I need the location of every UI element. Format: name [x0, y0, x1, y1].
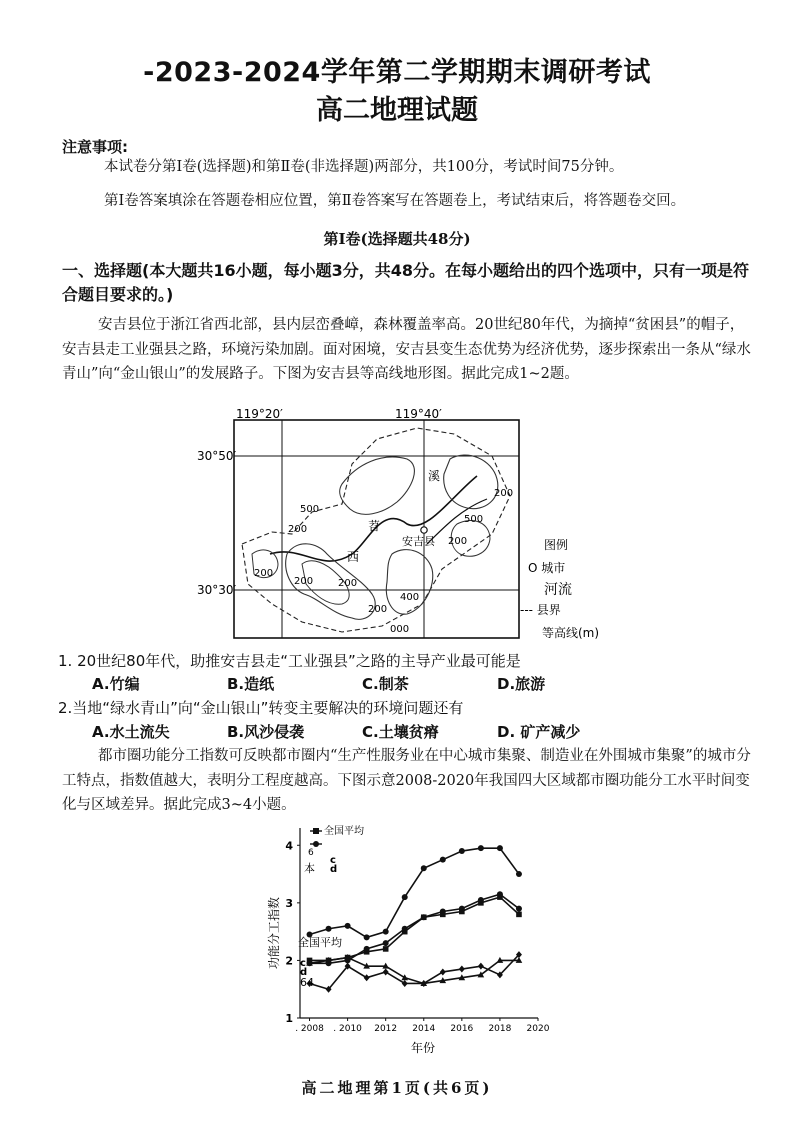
contour-label: 200: [494, 488, 514, 499]
series-label: 64: [300, 976, 314, 989]
data-point: [478, 845, 484, 851]
contour-line: [386, 550, 432, 615]
x-tick-label: 2016: [450, 1024, 474, 1034]
data-point: [364, 974, 370, 981]
legend-label: c: [330, 855, 336, 866]
place-label: 溪: [428, 469, 441, 483]
data-point: [440, 857, 446, 863]
legend-title: 图例: [544, 538, 569, 552]
line-chart: [258, 818, 558, 1058]
data-point: [345, 923, 351, 929]
data-point: [364, 934, 370, 940]
question-2-options: [92, 721, 580, 742]
data-point: [421, 865, 427, 871]
contour-label: 000: [390, 624, 410, 635]
data-point: [459, 848, 465, 854]
data-point: [516, 912, 522, 918]
passage-1: 安吉县位于浙江省西北部，县内层峦叠嶂，森林覆盖率高。20世纪80年代，为摘掉“贫困县”的帽子，安吉县走工业强县之路，环境污染加剧。面对困境，安吉县变生态优势为经济优势，逐步探索出一条从“绿水青山”向“金山银山”的发展路子。下图为安吉县等高线地形图。据此完成1~2题。: [62, 317, 751, 382]
contour-label: 500: [464, 514, 484, 525]
x-tick-label: . 2008: [295, 1024, 324, 1034]
place-label: 安吉县: [402, 535, 435, 548]
legend-border: --- 县界: [520, 603, 561, 617]
data-point: [459, 906, 465, 912]
data-point: [383, 929, 389, 935]
question-2-stem: 2.当地“绿水青山”向“金山银山”转变主要解决的环境问题还有: [58, 699, 464, 717]
contour-label: 400: [400, 592, 420, 603]
y-axis-label: 功能分工指数: [267, 896, 281, 970]
data-point: [478, 963, 484, 970]
contour-label: 200: [288, 524, 308, 535]
data-point: [497, 845, 503, 851]
q1-option-b[interactable]: B.造纸: [227, 675, 275, 693]
series-line: [310, 897, 519, 960]
x-tick-label: 2020: [526, 1024, 550, 1034]
data-point: [402, 894, 408, 900]
notice-line-1: 本试卷分第Ⅰ卷(选择题)和第Ⅱ卷(非选择题)两部分，共100分，考试时间75分钟。: [104, 159, 624, 175]
map-latitude-2: 30°30′: [197, 583, 237, 597]
legend-label: d: [330, 864, 338, 875]
data-point: [478, 897, 484, 903]
page-title: -2023-2024学年第二学期期末调研考试: [143, 57, 651, 88]
q2-option-c[interactable]: C.土壤贫瘠: [362, 723, 439, 741]
section-title: 第Ⅰ卷(选择题共48分): [323, 230, 471, 248]
y-tick-label: 2: [285, 954, 293, 968]
data-point: [402, 926, 408, 932]
question-1-options: [92, 673, 545, 694]
contour-label: 200: [368, 604, 388, 615]
q2-option-a[interactable]: A.水土流失: [92, 723, 170, 741]
x-tick-label: 2014: [412, 1024, 436, 1034]
x-tick-label: 2012: [374, 1024, 398, 1034]
legend-marker: [313, 828, 319, 834]
series-label: 本: [304, 862, 315, 875]
data-point: [440, 968, 446, 975]
y-tick-label: 1: [285, 1012, 293, 1025]
place-label: 苕: [368, 519, 381, 533]
data-point: [516, 906, 522, 912]
q2-option-b[interactable]: B.风沙侵袭: [227, 723, 305, 741]
chart-legend: [308, 824, 364, 875]
q1-option-a[interactable]: A.竹编: [92, 675, 140, 693]
legend-label: 6: [308, 848, 314, 858]
data-point: [459, 966, 465, 973]
contour-map: [192, 404, 622, 644]
contour-label: 200: [294, 576, 314, 587]
page-subtitle: 高二地理试题: [316, 95, 478, 126]
data-point: [383, 946, 389, 952]
series-line: [310, 955, 519, 990]
q1-option-c[interactable]: C.制茶: [362, 675, 409, 693]
notice-line-2: 第Ⅰ卷答案填涂在答题卷相应位置，第Ⅱ卷答案写在答题卷上，考试结束后，将答题卷交回。: [104, 193, 686, 209]
legend-contour: 等高线(m): [542, 626, 600, 640]
y-tick-label: 4: [285, 839, 293, 853]
y-tick-label: 3: [285, 896, 293, 910]
legend-city: O 城市: [528, 561, 566, 575]
data-point: [383, 968, 389, 975]
data-point: [383, 940, 389, 946]
legend-river: 河流: [544, 582, 572, 598]
contour-label: 200: [338, 578, 358, 589]
x-tick-label: 2018: [488, 1024, 512, 1034]
place-label: 西: [347, 550, 360, 564]
data-point: [402, 980, 408, 987]
map-latitude-1: 30°50′: [197, 449, 237, 463]
q1-option-d[interactable]: D.旅游: [497, 675, 546, 693]
city-marker: [421, 527, 427, 533]
part-heading: 一、选择题(本大题共16小题，每小题3分，共48分。在每小题给出的四个选项中，只有一项是符合题目要求的。): [62, 261, 749, 304]
data-point: [516, 871, 522, 877]
page-footer: 高二地理第1页(共6页): [301, 1079, 493, 1097]
data-point: [440, 908, 446, 914]
question-1-stem: 1. 20世纪80年代，助推安吉县走“工业强县”之路的主导产业最可能是: [58, 652, 521, 670]
series-line: [310, 894, 519, 963]
data-point: [326, 926, 332, 932]
contour-line: [340, 457, 415, 514]
map-longitude-1: 119°20′: [236, 407, 283, 421]
x-tick-label: . 2010: [333, 1024, 362, 1034]
q2-option-d[interactable]: D. 矿产减少: [497, 723, 581, 741]
data-point: [421, 914, 427, 920]
contour-label: 200: [448, 536, 468, 547]
map-longitude-2: 119°40′: [395, 407, 442, 421]
contour-label: 200: [254, 568, 274, 579]
data-point: [364, 946, 370, 952]
legend-label: 全国平均: [324, 826, 364, 837]
series-label: c: [300, 958, 306, 969]
legend-marker: [313, 841, 319, 847]
x-axis-label: 年份: [410, 1041, 436, 1055]
contour-label: 500: [300, 504, 320, 515]
data-point: [497, 891, 503, 897]
notice-heading: 注意事项:: [62, 138, 128, 156]
series-label: 全国平均: [298, 936, 342, 949]
series-label: d: [300, 967, 308, 978]
passage-2: 都市圈功能分工指数可反映都市圈内“生产性服务业在中心城市集聚、制造业在外围城市集聚”的城市分工特点，指数值越大，表明分工程度越高。下图示意2008-2020年我国四大区域都市圈功能分工水平时间变化与区域差异。据此完成3~4小题。: [62, 748, 751, 813]
